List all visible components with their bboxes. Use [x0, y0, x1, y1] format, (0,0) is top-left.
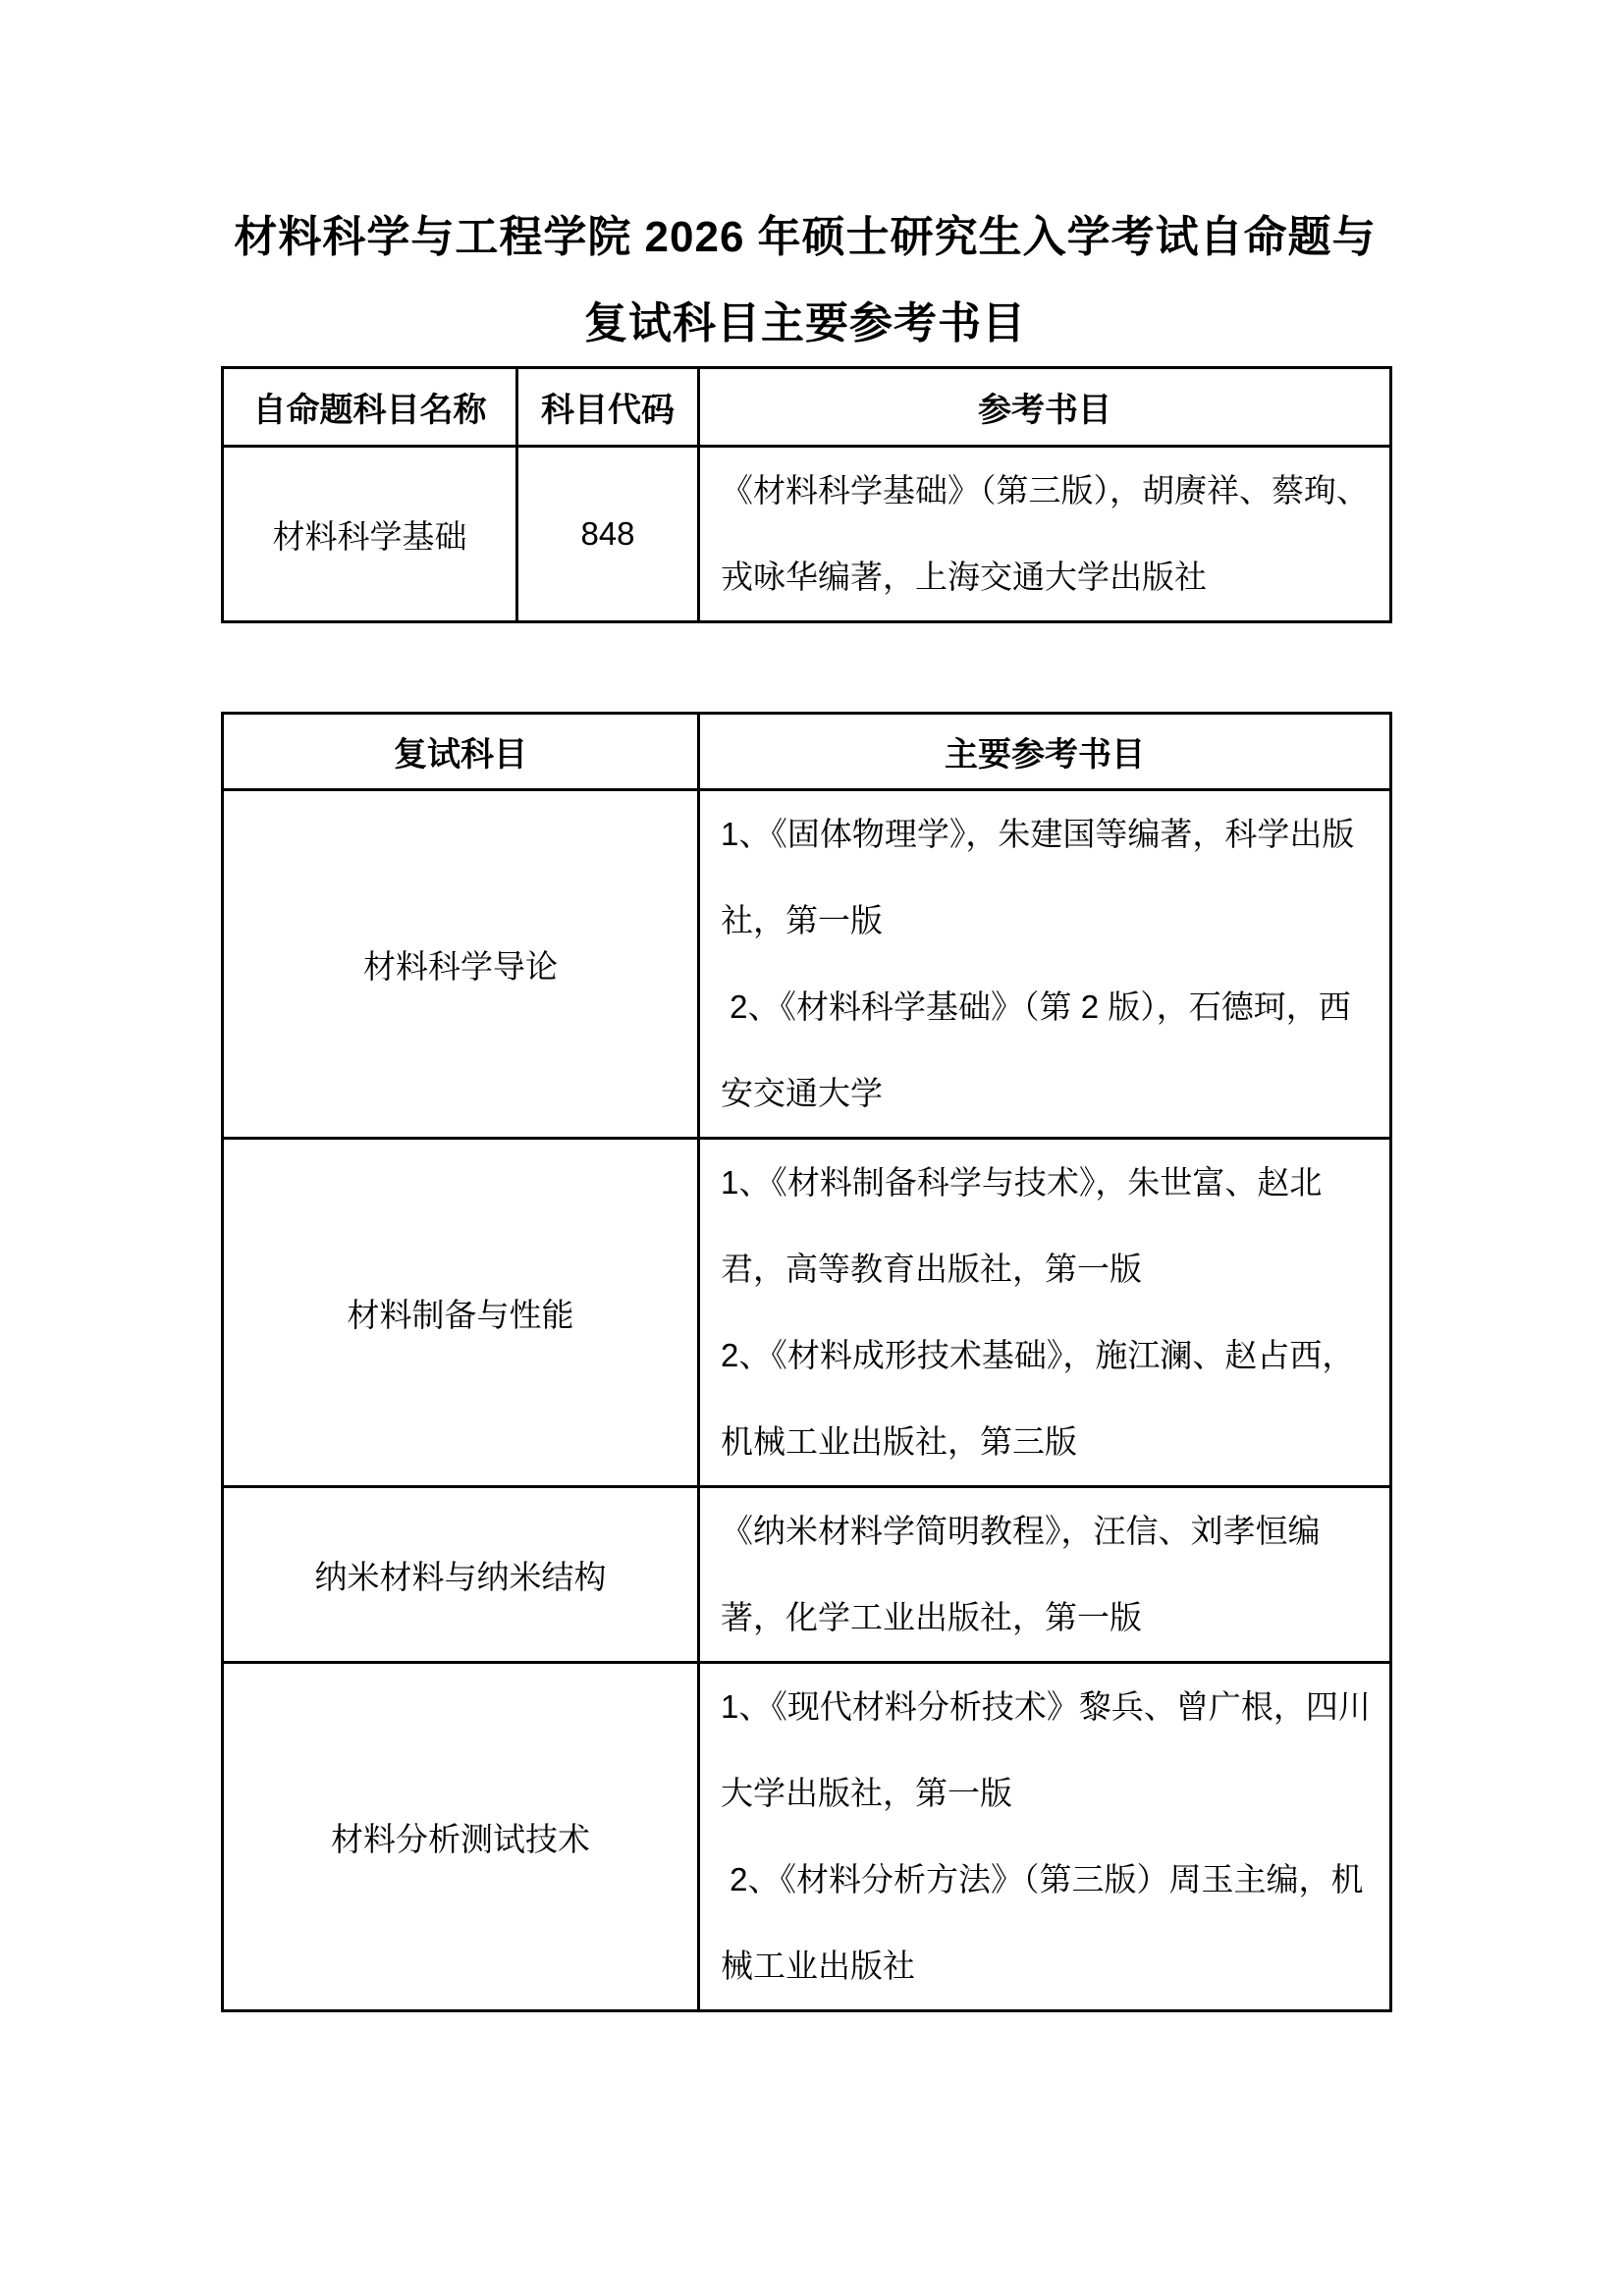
- header-subject-name: 自命题科目名称: [223, 368, 517, 447]
- document-title: [221, 194, 1389, 367]
- reference-item: 《纳米材料学简明教程》，汪信、刘孝恒编著，化学工业出版社，第一版: [721, 1513, 1321, 1635]
- retest-subject-table: [221, 712, 1392, 2012]
- table-row: [223, 1139, 1391, 1487]
- reference-text: 《材料科学基础》（第三版），胡赓祥、蔡珣、戎咏华编著，上海交通大学出版社: [721, 472, 1369, 595]
- table-row: [223, 447, 1391, 622]
- reference-item: 2、《材料科学基础》（第 2 版），石德珂，西安交通大学: [721, 988, 1351, 1111]
- table-row: [223, 790, 1391, 1139]
- table-header-row: [223, 714, 1391, 790]
- table-header-row: [223, 368, 1391, 447]
- references-cell: [699, 1663, 1391, 2011]
- reference-item: 2、《材料分析方法》（第三版）周玉主编，机械工业出版社: [721, 1861, 1364, 1984]
- retest-subject-cell: 纳米材料与纳米结构: [223, 1487, 699, 1663]
- references-cell: [699, 790, 1391, 1139]
- header-retest-subject: 复试科目: [223, 714, 699, 790]
- table-row: [223, 1487, 1391, 1663]
- table-row: [223, 1663, 1391, 2011]
- reference-cell: [699, 447, 1391, 622]
- subject-code-cell: 848: [517, 447, 699, 622]
- header-reference-books: 参考书目: [699, 368, 1391, 447]
- document-title-line2: 复试科目主要参考书目: [584, 299, 1026, 347]
- reference-item: 1、《固体物理学》，朱建国等编著，科学出版社，第一版: [721, 816, 1355, 938]
- reference-item: 2、《材料成形技术基础》，施江澜、赵占西，机械工业出版社，第三版: [721, 1337, 1355, 1460]
- header-main-references: 主要参考书目: [699, 714, 1391, 790]
- retest-subject-cell: 材料制备与性能: [223, 1139, 699, 1487]
- reference-item: 1、《现代材料分析技术》黎兵、曾广根，四川大学出版社，第一版: [721, 1688, 1371, 1811]
- retest-subject-cell: 材料科学导论: [223, 790, 699, 1139]
- document-title-line1: 材料科学与工程学院 2026 年硕士研究生入学考试自命题与: [234, 213, 1377, 261]
- retest-subject-cell: 材料分析测试技术: [223, 1663, 699, 2011]
- references-cell: [699, 1487, 1391, 1663]
- self-proposed-subject-table: [221, 366, 1392, 623]
- reference-item: 1、《材料制备科学与技术》，朱世富、赵北君，高等教育出版社，第一版: [721, 1164, 1323, 1287]
- header-subject-code: 科目代码: [517, 368, 699, 447]
- subject-name-cell: 材料科学基础: [223, 447, 517, 622]
- references-cell: [699, 1139, 1391, 1487]
